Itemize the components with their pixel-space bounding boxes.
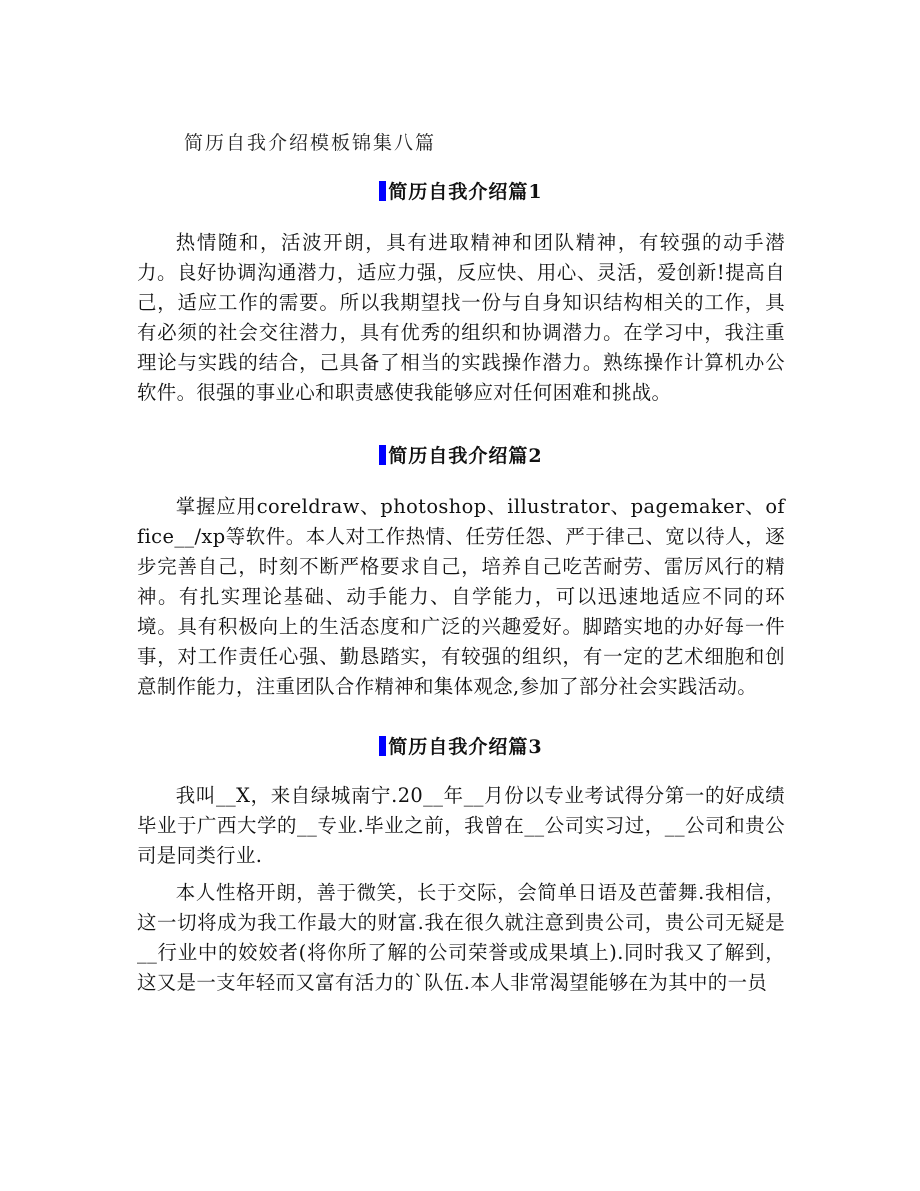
heading-marker-icon: [379, 445, 386, 465]
section-3-paragraph-1: 我叫__X，来自绿城南宁.20__年__月份以专业考试得分第一的好成绩毕业于广西大学的__专业.毕业之前，我曾在__公司实习过，__公司和贵公司是同类行业.: [137, 784, 785, 867]
document-title: 简历自我介绍模板锦集八篇: [184, 132, 437, 154]
heading-marker-icon: [379, 736, 386, 756]
section-heading-2: 简历自我介绍篇2: [137, 441, 785, 468]
section-heading-1: 简历自我介绍篇1: [137, 177, 785, 204]
section-3-paragraph-2: 本人性格开朗，善于微笑，长于交际，会简单日语及芭蕾舞.我相信，这一切将成为我工作最大的财富.我在很久就注意到贵公司，贵公司无疑是__行业中的姣姣者(将你所了解的公司荣誉或成果填上).同时我又了解到，这又是一支年轻而又富有活力的`队伍.本人非常渴望能够在为其中的一员: [137, 881, 785, 994]
section-heading-3: 简历自我介绍篇3: [137, 732, 785, 759]
section-1-paragraph-1: 热情随和，活波开朗，具有进取精神和团队精神，有较强的动手潜力。良好协调沟通潜力，适应力强，反应快、用心、灵活，爱创新!提高自己，适应工作的需要。所以我期望找一份与自身知识结构相关的工作，具有必须的社会交往潜力，具有优秀的组织和协调潜力。在学习中，我注重理论与实践的结合，己具备了相当的实践操作潜力。熟练操作计算机办公软件。很强的事业心和职责感使我能够应对任何困难和挑战。: [137, 231, 785, 404]
section-2-paragraph-1: 掌握应用coreldraw、photoshop、illustrator、pagemaker、office__/xp等软件。本人对工作热情、任劳任怨、严于律己、宽以待人，逐步完善自己，时刻不断严格要求自己，培养自己吃苦耐劳、雷厉风行的精神。有扎实理论基础、动手能力、自学能力，可以迅速地适应不同的环境。具有积极向上的生活态度和广泛的兴趣爱好。脚踏实地的办好每一件事，对工作责任心强、勤恳踏实，有较强的组织，有一定的艺术细胞和创意制作能力，注重团队合作精神和集体观念,参加了部分社会实践活动。: [137, 495, 785, 698]
heading-marker-icon: [379, 181, 386, 201]
